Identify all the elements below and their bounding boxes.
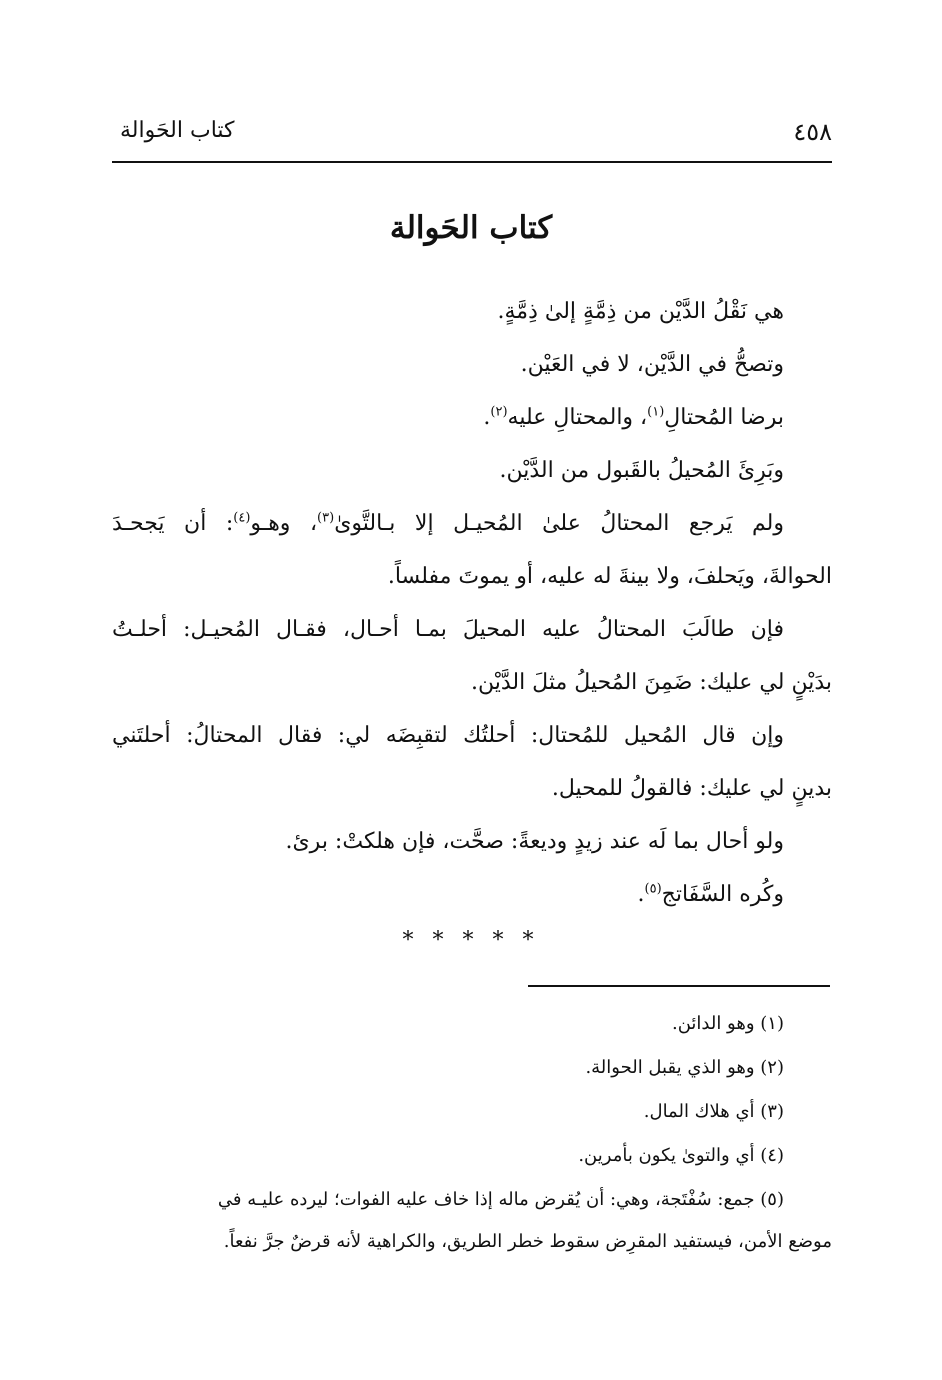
footnotes [112, 1002, 832, 1262]
main-text [112, 285, 832, 921]
text-line: وتصحُّ في الدَّيْن، لا في العَيْن. [520, 352, 784, 377]
footnote-5-continued: موضع الأمن، فيستفيد المقرِض سقوط خطر الطريق، والكراهية لأنه قرضٌ جرَّ نفعاً. [223, 1231, 832, 1252]
section-separator: * * * * * [402, 928, 540, 953]
footnote-ref-2: (٢) [490, 404, 508, 420]
header-rule [112, 161, 832, 163]
text-line [112, 868, 832, 921]
text-line: وإن قال المُحيل للمُحتال: أحلتُك لتقبِضَه لي: فقال المحتالُ: أحلتَني [112, 723, 784, 748]
footnote-ref-1: (١) [647, 404, 665, 420]
footnote-4: (٤) أي والتوىٰ يكون بأمرين. [578, 1145, 784, 1166]
text-segment: . [637, 882, 645, 907]
footnote-ref-5: (٥) [644, 881, 662, 897]
text-segment: وكُره السَّفَاتج [661, 882, 784, 907]
text-line: بدَيْنٍ لي عليك: ضَمِنَ المُحيلُ مثلَ الدَّيْن. [470, 670, 832, 695]
text-line [112, 497, 832, 550]
text-line: ولو أحال بما لَه عند زيدٍ وديعةً: صحَّت، فإن هلكتْ: برئ. [285, 829, 784, 854]
text-line: وبَرِئَ المُحيلُ بالقَبول من الدَّيْن. [499, 458, 784, 483]
footnote-2: (٢) وهو الذي يقبل الحوالة. [585, 1057, 784, 1078]
text-segment: برضا المُحتالِ [664, 405, 784, 430]
footnote-rule [528, 985, 830, 987]
page-number: ٤٥٨ [793, 118, 832, 146]
text-line: بدينٍ لي عليك: فالقولُ للمحيل. [551, 776, 832, 801]
chapter-title: كتاب الحَوالة [389, 210, 553, 246]
footnote-1: (١) وهو الدائن. [671, 1013, 784, 1034]
text-line: فإن طالَبَ المحتالُ عليه المحيلَ بمـا أحـال، فقـال المُحيـل: أحلـتُ [112, 617, 784, 642]
running-title: كتاب الحَوالة [120, 118, 235, 143]
running-header [112, 118, 832, 158]
footnote-ref-3: (٣) [317, 510, 335, 526]
footnote-5: (٥) جمع: سُفْتَجة، وهي: أن يُقرض ماله إذا خاف عليه الفوات؛ ليرده عليـه في [217, 1189, 784, 1210]
footnote-ref-4: (٤) [233, 510, 251, 526]
text-segment: ، وهـو [250, 511, 318, 536]
text-segment: ، والمحتالِ عليه [507, 405, 648, 430]
text-segment: : أن يَجحـدَ [112, 511, 234, 536]
text-line: الحوالةَ، ويَحلفَ، ولا بينةَ له عليه، أو يموتَ مفلساً. [387, 564, 832, 589]
text-line: هي نَقْلُ الدَّيْن من ذِمَّةٍ إلىٰ ذِمَّةٍ. [497, 299, 784, 324]
text-segment: . [483, 405, 491, 430]
footnote-3: (٣) أي هلاك المال. [643, 1101, 784, 1122]
text-line [112, 391, 832, 444]
text-segment: ولم يَرجع المحتالُ علىٰ المُحيـل إلا بـالتَّوىٰ [334, 511, 784, 536]
